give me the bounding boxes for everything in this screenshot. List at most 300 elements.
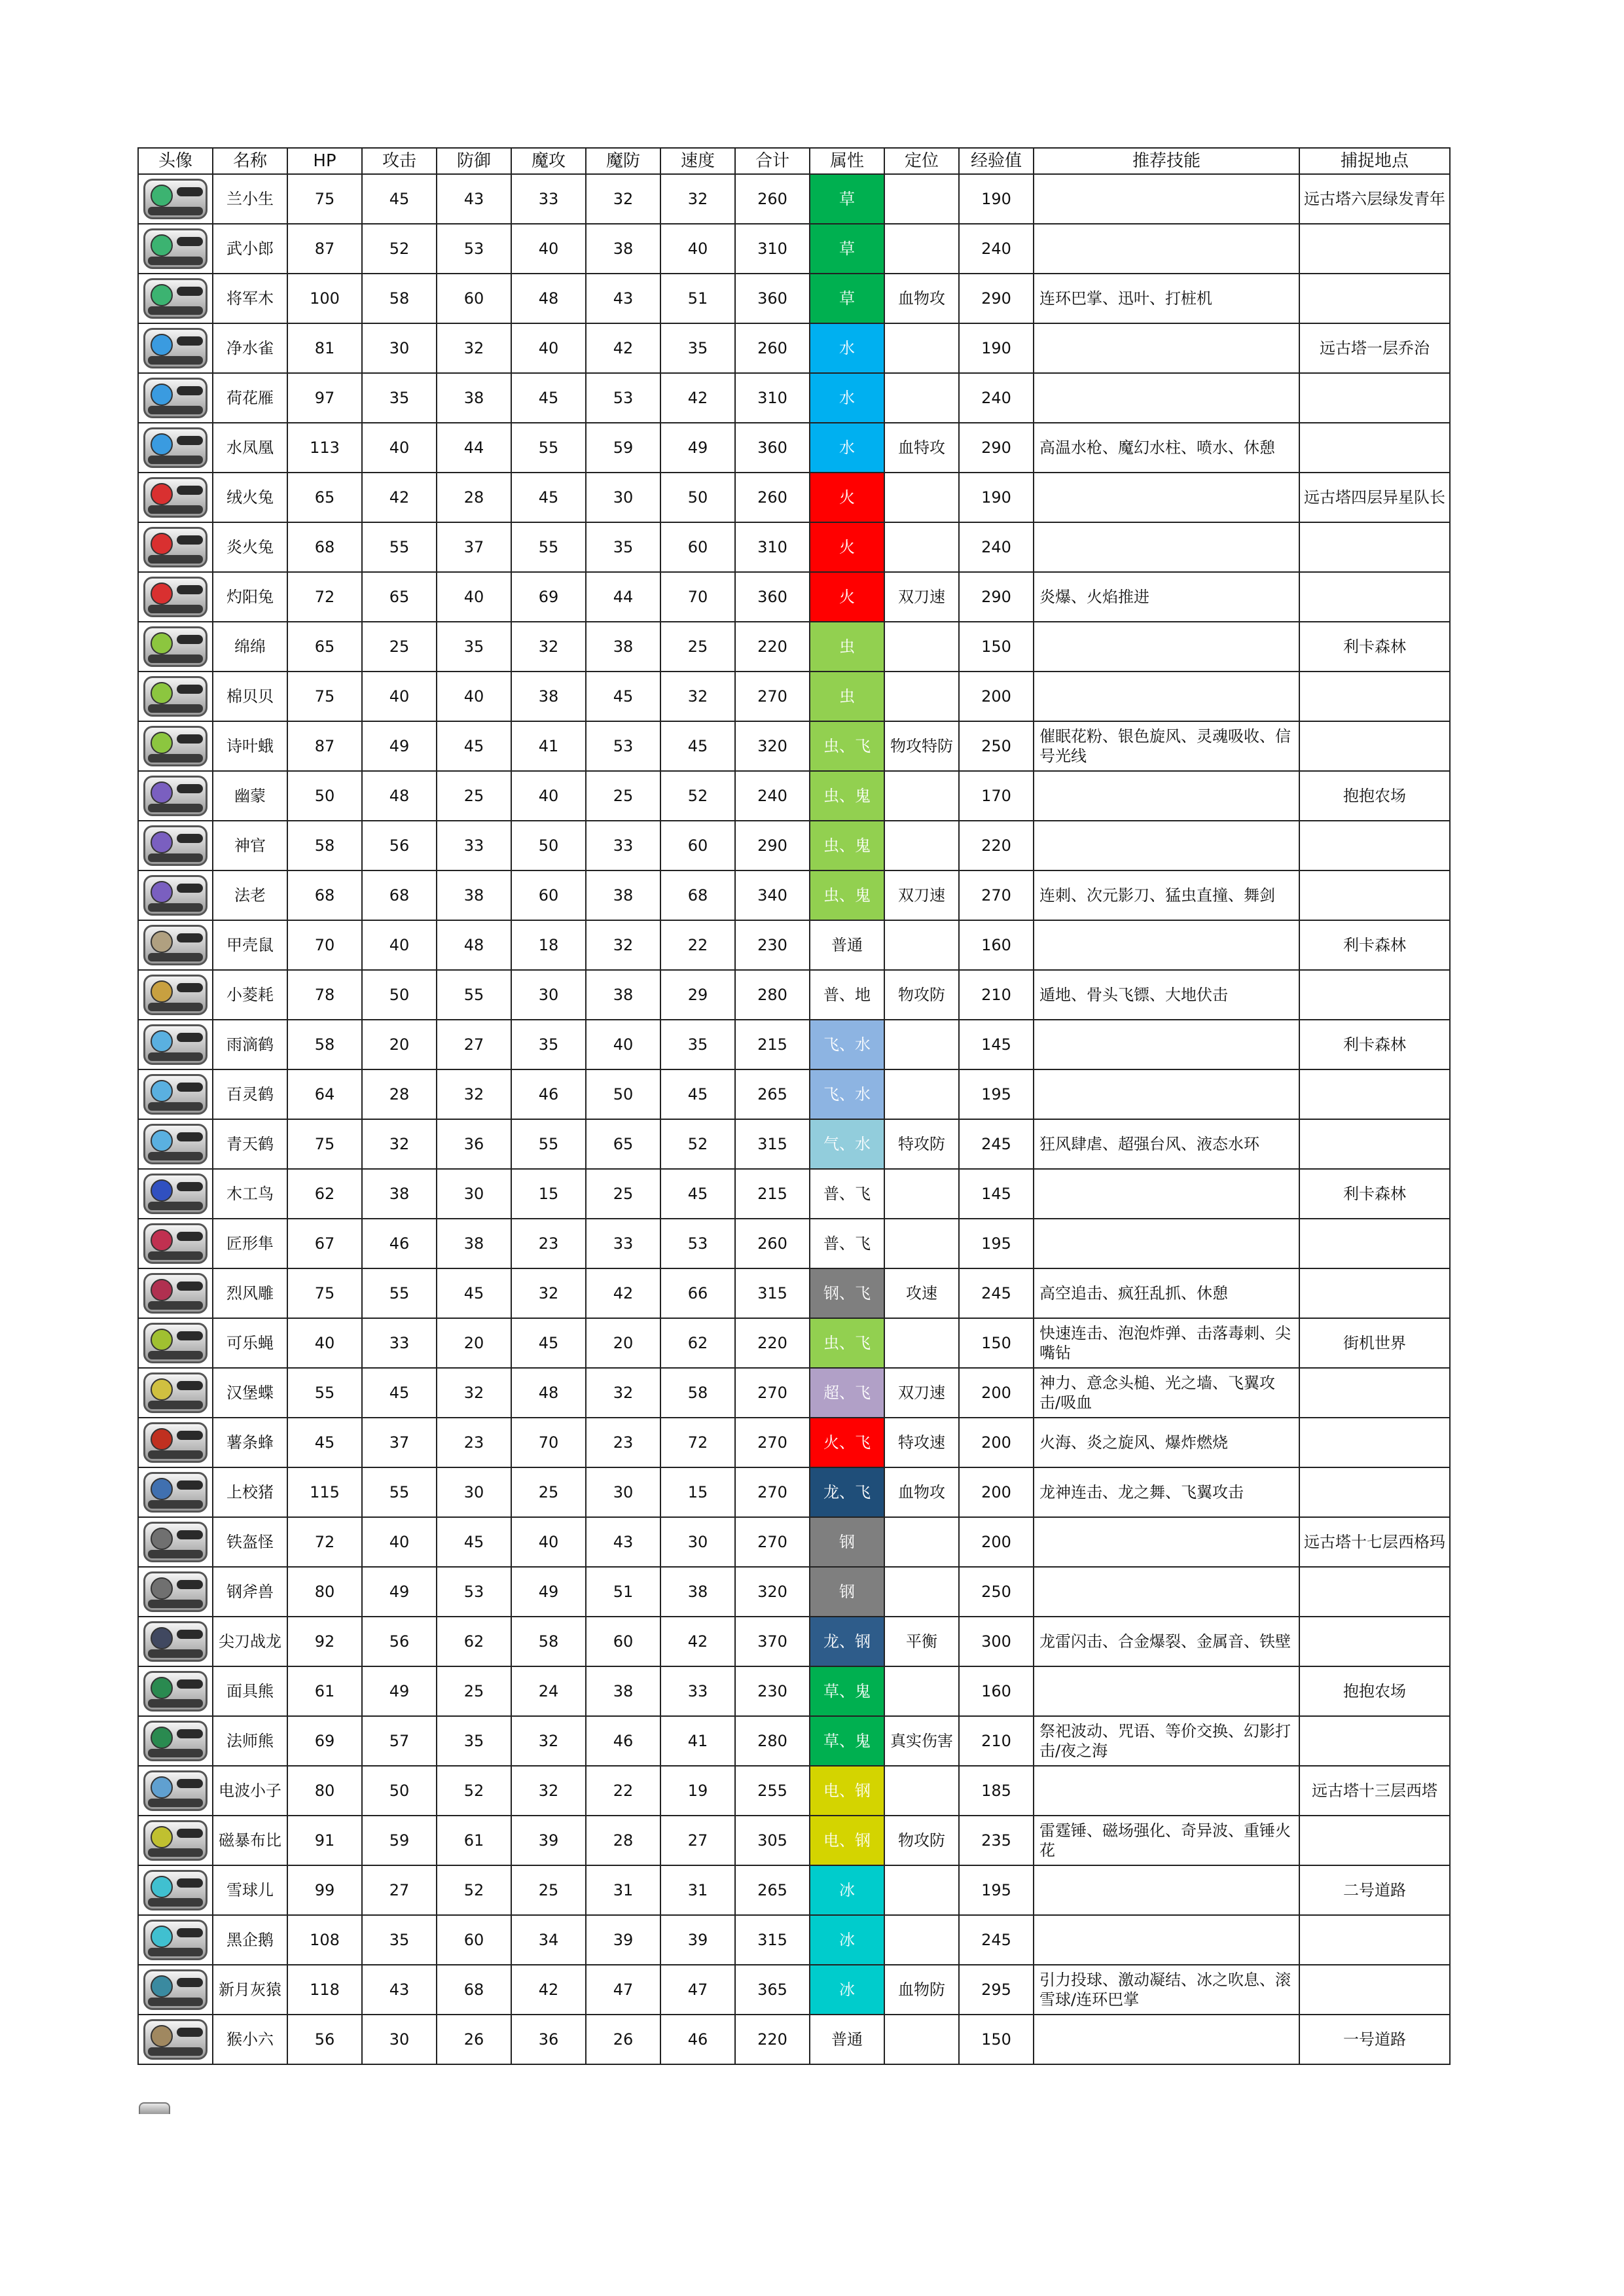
skills-cell: 祭祀波动、咒语、等价交换、幻影打击/夜之海 xyxy=(1034,1716,1299,1766)
magic-attack-cell: 23 xyxy=(511,1219,586,1268)
total-cell: 230 xyxy=(735,1666,810,1716)
exp-cell: 290 xyxy=(959,423,1034,473)
pet-avatar-icon xyxy=(143,527,208,567)
defense-cell: 38 xyxy=(437,1219,511,1268)
table-row xyxy=(138,1020,1450,1069)
avatar-cell xyxy=(138,1418,213,1467)
name-tag-icon xyxy=(148,1301,203,1310)
total-cell: 255 xyxy=(735,1766,810,1816)
role-cell xyxy=(884,1517,959,1567)
pet-avatar-icon xyxy=(143,1920,208,1960)
type-cell: 冰 xyxy=(810,1965,884,2015)
attack-cell: 37 xyxy=(362,1418,437,1467)
attack-cell: 49 xyxy=(362,1666,437,1716)
type-cell: 火 xyxy=(810,473,884,522)
name-tag-icon xyxy=(148,306,203,315)
role-cell: 特攻防 xyxy=(884,1119,959,1169)
skills-cell xyxy=(1034,1219,1299,1268)
name-tag-icon xyxy=(148,456,203,464)
role-cell xyxy=(884,622,959,672)
magic-attack-cell: 32 xyxy=(511,1766,586,1816)
exp-cell: 295 xyxy=(959,1965,1034,2015)
table-row xyxy=(138,423,1450,473)
type-cell: 普通 xyxy=(810,920,884,970)
hp-cell: 87 xyxy=(287,721,362,771)
pet-face-icon xyxy=(151,1080,173,1102)
avatar-cell xyxy=(138,274,213,323)
role-cell xyxy=(884,1567,959,1617)
hp-cell: 80 xyxy=(287,1766,362,1816)
pet-avatar-icon xyxy=(143,1969,208,2010)
rank-stars-icon xyxy=(177,1431,203,1440)
total-cell: 365 xyxy=(735,1965,810,2015)
name-tag-icon xyxy=(148,605,203,613)
table-row xyxy=(138,1965,1450,2015)
pet-avatar-icon xyxy=(143,577,208,617)
magic-attack-cell: 45 xyxy=(511,1318,586,1368)
exp-cell: 220 xyxy=(959,821,1034,870)
type-cell: 钢 xyxy=(810,1567,884,1617)
avatar-cell xyxy=(138,1716,213,1766)
rank-stars-icon xyxy=(177,187,203,196)
magic-attack-cell: 41 xyxy=(511,721,586,771)
speed-cell: 19 xyxy=(660,1766,735,1816)
location-cell: 远古塔四层异星队长 xyxy=(1299,473,1450,522)
exp-cell: 235 xyxy=(959,1816,1034,1865)
exp-cell: 145 xyxy=(959,1020,1034,1069)
location-cell xyxy=(1299,1567,1450,1617)
column-header: 捕捉地点 xyxy=(1299,148,1450,174)
table-row xyxy=(138,1467,1450,1517)
magic-attack-cell: 30 xyxy=(511,970,586,1020)
location-cell xyxy=(1299,1219,1450,1268)
name-tag-icon xyxy=(148,853,203,862)
magic-attack-cell: 18 xyxy=(511,920,586,970)
exp-cell: 210 xyxy=(959,970,1034,1020)
pet-name-cell: 神官 xyxy=(213,821,287,870)
speed-cell: 27 xyxy=(660,1816,735,1865)
hp-cell: 78 xyxy=(287,970,362,1020)
rank-stars-icon xyxy=(177,983,203,992)
skills-cell xyxy=(1034,1766,1299,1816)
pet-name-cell: 尖刀战龙 xyxy=(213,1617,287,1666)
skills-cell: 催眠花粉、银色旋风、灵魂吸收、信号光线 xyxy=(1034,721,1299,771)
attack-cell: 20 xyxy=(362,1020,437,1069)
location-cell xyxy=(1299,1418,1450,1467)
avatar-cell xyxy=(138,1816,213,1865)
role-cell: 物攻防 xyxy=(884,1816,959,1865)
table-row xyxy=(138,1268,1450,1318)
exp-cell: 210 xyxy=(959,1716,1034,1766)
role-cell xyxy=(884,473,959,522)
name-tag-icon xyxy=(148,1898,203,1907)
speed-cell: 53 xyxy=(660,1219,735,1268)
skills-cell: 连刺、次元影刀、猛虫直撞、舞剑 xyxy=(1034,870,1299,920)
defense-cell: 30 xyxy=(437,1169,511,1219)
pet-face-icon xyxy=(151,2025,173,2047)
name-tag-icon xyxy=(148,1152,203,1160)
pet-name-cell: 铁盔怪 xyxy=(213,1517,287,1567)
exp-cell: 160 xyxy=(959,1666,1034,1716)
type-cell: 草 xyxy=(810,224,884,274)
column-header: 防御 xyxy=(437,148,511,174)
defense-cell: 45 xyxy=(437,721,511,771)
speed-cell: 15 xyxy=(660,1467,735,1517)
role-cell xyxy=(884,1169,959,1219)
role-cell: 双刀速 xyxy=(884,870,959,920)
role-cell xyxy=(884,2015,959,2064)
name-tag-icon xyxy=(148,903,203,912)
name-tag-icon xyxy=(148,406,203,414)
exp-cell: 200 xyxy=(959,1418,1034,1467)
skills-cell xyxy=(1034,373,1299,423)
skills-cell xyxy=(1034,622,1299,672)
hp-cell: 72 xyxy=(287,572,362,622)
attack-cell: 55 xyxy=(362,1467,437,1517)
type-cell: 虫、鬼 xyxy=(810,821,884,870)
pet-avatar-icon xyxy=(143,1721,208,1761)
speed-cell: 40 xyxy=(660,224,735,274)
type-cell: 冰 xyxy=(810,1865,884,1915)
pet-face-icon xyxy=(151,1577,173,1600)
name-tag-icon xyxy=(148,1251,203,1260)
name-tag-icon xyxy=(148,1202,203,1210)
speed-cell: 42 xyxy=(660,1617,735,1666)
attack-cell: 46 xyxy=(362,1219,437,1268)
skills-cell: 狂风肆虐、超强台风、液态水环 xyxy=(1034,1119,1299,1169)
defense-cell: 26 xyxy=(437,2015,511,2064)
magic-attack-cell: 48 xyxy=(511,274,586,323)
type-cell: 龙、钢 xyxy=(810,1617,884,1666)
skills-cell xyxy=(1034,1666,1299,1716)
name-tag-icon xyxy=(148,1600,203,1608)
pet-face-icon xyxy=(151,1826,173,1848)
skills-cell: 高空追击、疯狂乱抓、休憩 xyxy=(1034,1268,1299,1318)
pet-face-icon xyxy=(151,732,173,754)
skills-cell: 遁地、骨头飞镖、大地伏击 xyxy=(1034,970,1299,1020)
speed-cell: 35 xyxy=(660,1020,735,1069)
magic-attack-cell: 40 xyxy=(511,224,586,274)
attack-cell: 40 xyxy=(362,920,437,970)
avatar-cell xyxy=(138,672,213,721)
type-cell: 飞、水 xyxy=(810,1020,884,1069)
location-cell xyxy=(1299,1368,1450,1418)
pet-face-icon xyxy=(151,1030,173,1052)
avatar-cell xyxy=(138,1617,213,1666)
location-cell: 利卡森林 xyxy=(1299,920,1450,970)
location-cell: 利卡森林 xyxy=(1299,1169,1450,1219)
speed-cell: 66 xyxy=(660,1268,735,1318)
skills-cell: 炎爆、火焰推进 xyxy=(1034,572,1299,622)
pet-face-icon xyxy=(151,1677,173,1699)
pet-face-icon xyxy=(151,1378,173,1401)
skills-cell xyxy=(1034,1865,1299,1915)
speed-cell: 58 xyxy=(660,1368,735,1418)
attack-cell: 56 xyxy=(362,1617,437,1666)
defense-cell: 25 xyxy=(437,771,511,821)
speed-cell: 72 xyxy=(660,1418,735,1467)
hp-cell: 75 xyxy=(287,174,362,224)
pet-avatar-icon xyxy=(143,2019,208,2060)
table-row xyxy=(138,224,1450,274)
exp-cell: 150 xyxy=(959,622,1034,672)
exp-cell: 290 xyxy=(959,274,1034,323)
location-cell xyxy=(1299,821,1450,870)
magic-defense-cell: 30 xyxy=(586,1467,660,1517)
role-cell xyxy=(884,323,959,373)
attack-cell: 35 xyxy=(362,1915,437,1965)
total-cell: 315 xyxy=(735,1119,810,1169)
location-cell xyxy=(1299,274,1450,323)
defense-cell: 38 xyxy=(437,373,511,423)
avatar-cell xyxy=(138,1965,213,2015)
pet-name-cell: 法师熊 xyxy=(213,1716,287,1766)
table-row xyxy=(138,373,1450,423)
hp-cell: 70 xyxy=(287,920,362,970)
magic-defense-cell: 30 xyxy=(586,473,660,522)
table-row xyxy=(138,323,1450,373)
pet-name-cell: 甲壳鼠 xyxy=(213,920,287,970)
avatar-cell xyxy=(138,323,213,373)
table-row xyxy=(138,1368,1450,1418)
rank-stars-icon xyxy=(177,1829,203,1838)
total-cell: 270 xyxy=(735,1418,810,1467)
name-tag-icon xyxy=(148,1749,203,1757)
role-cell xyxy=(884,1020,959,1069)
speed-cell: 45 xyxy=(660,721,735,771)
defense-cell: 20 xyxy=(437,1318,511,1368)
pet-face-icon xyxy=(151,831,173,853)
pet-name-cell: 小菱耗 xyxy=(213,970,287,1020)
exp-cell: 290 xyxy=(959,572,1034,622)
pet-avatar-icon xyxy=(143,1870,208,1910)
location-cell xyxy=(1299,373,1450,423)
table-row xyxy=(138,1318,1450,1368)
magic-attack-cell: 36 xyxy=(511,2015,586,2064)
column-header: 魔防 xyxy=(586,148,660,174)
speed-cell: 52 xyxy=(660,1119,735,1169)
avatar-cell xyxy=(138,1368,213,1418)
exp-cell: 145 xyxy=(959,1169,1034,1219)
speed-cell: 51 xyxy=(660,274,735,323)
table-row xyxy=(138,1069,1450,1119)
type-cell: 钢、飞 xyxy=(810,1268,884,1318)
avatar-cell xyxy=(138,522,213,572)
magic-defense-cell: 38 xyxy=(586,970,660,1020)
exp-cell: 240 xyxy=(959,224,1034,274)
magic-defense-cell: 51 xyxy=(586,1567,660,1617)
defense-cell: 40 xyxy=(437,672,511,721)
magic-attack-cell: 60 xyxy=(511,870,586,920)
magic-attack-cell: 40 xyxy=(511,771,586,821)
hp-cell: 100 xyxy=(287,274,362,323)
pet-name-cell: 武小郎 xyxy=(213,224,287,274)
total-cell: 220 xyxy=(735,622,810,672)
magic-defense-cell: 20 xyxy=(586,1318,660,1368)
table-row xyxy=(138,1617,1450,1666)
role-cell xyxy=(884,821,959,870)
rank-stars-icon xyxy=(177,1182,203,1191)
rank-stars-icon xyxy=(177,585,203,594)
name-tag-icon xyxy=(148,207,203,215)
exp-cell: 245 xyxy=(959,1268,1034,1318)
pet-avatar-icon xyxy=(143,1571,208,1612)
rank-stars-icon xyxy=(177,237,203,246)
rank-stars-icon xyxy=(177,1630,203,1639)
magic-attack-cell: 40 xyxy=(511,323,586,373)
total-cell: 290 xyxy=(735,821,810,870)
exp-cell: 195 xyxy=(959,1219,1034,1268)
hp-cell: 75 xyxy=(287,1268,362,1318)
pet-avatar-icon xyxy=(143,1372,208,1413)
type-cell: 钢 xyxy=(810,1517,884,1567)
skills-cell xyxy=(1034,1915,1299,1965)
location-cell: 二号道路 xyxy=(1299,1865,1450,1915)
avatar-cell xyxy=(138,1119,213,1169)
defense-cell: 61 xyxy=(437,1816,511,1865)
magic-attack-cell: 70 xyxy=(511,1418,586,1467)
pet-name-cell: 灼阳兔 xyxy=(213,572,287,622)
name-tag-icon xyxy=(148,1699,203,1708)
rank-stars-icon xyxy=(177,1132,203,1141)
attack-cell: 40 xyxy=(362,1517,437,1567)
speed-cell: 45 xyxy=(660,1169,735,1219)
skills-cell xyxy=(1034,1069,1299,1119)
attack-cell: 68 xyxy=(362,870,437,920)
type-cell: 虫、飞 xyxy=(810,1318,884,1368)
defense-cell: 35 xyxy=(437,1716,511,1766)
defense-cell: 45 xyxy=(437,1517,511,1567)
type-cell: 草、鬼 xyxy=(810,1716,884,1766)
pet-face-icon xyxy=(151,881,173,903)
avatar-cell xyxy=(138,423,213,473)
table-row xyxy=(138,970,1450,1020)
exp-cell: 240 xyxy=(959,522,1034,572)
pet-name-cell: 磁暴布比 xyxy=(213,1816,287,1865)
total-cell: 340 xyxy=(735,870,810,920)
speed-cell: 60 xyxy=(660,821,735,870)
magic-defense-cell: 47 xyxy=(586,1965,660,2015)
pet-face-icon xyxy=(151,1428,173,1450)
magic-attack-cell: 58 xyxy=(511,1617,586,1666)
name-tag-icon xyxy=(148,1003,203,1011)
pet-avatar-icon xyxy=(143,1820,208,1861)
pet-name-cell: 电波小子 xyxy=(213,1766,287,1816)
attack-cell: 25 xyxy=(362,622,437,672)
pet-face-icon xyxy=(151,1478,173,1500)
location-cell xyxy=(1299,1816,1450,1865)
location-cell xyxy=(1299,870,1450,920)
hp-cell: 91 xyxy=(287,1816,362,1865)
hp-cell: 68 xyxy=(287,522,362,572)
pet-face-icon xyxy=(151,533,173,555)
attack-cell: 43 xyxy=(362,1965,437,2015)
magic-defense-cell: 40 xyxy=(586,1020,660,1069)
hp-cell: 58 xyxy=(287,821,362,870)
column-header: 名称 xyxy=(213,148,287,174)
speed-cell: 46 xyxy=(660,2015,735,2064)
location-cell xyxy=(1299,970,1450,1020)
table-row xyxy=(138,572,1450,622)
skills-cell: 神力、意念头槌、光之墙、飞翼攻击/吸血 xyxy=(1034,1368,1299,1418)
pet-avatar-icon xyxy=(143,1273,208,1314)
pet-face-icon xyxy=(151,1528,173,1550)
magic-defense-cell: 32 xyxy=(586,920,660,970)
avatar-cell xyxy=(138,771,213,821)
hp-cell: 87 xyxy=(287,224,362,274)
table-row xyxy=(138,174,1450,224)
magic-attack-cell: 55 xyxy=(511,522,586,572)
rank-stars-icon xyxy=(177,1729,203,1738)
rank-stars-icon xyxy=(177,336,203,346)
pet-name-cell: 幽蒙 xyxy=(213,771,287,821)
pet-name-cell: 炎火兔 xyxy=(213,522,287,572)
name-tag-icon xyxy=(148,1401,203,1409)
magic-attack-cell: 40 xyxy=(511,1517,586,1567)
pet-face-icon xyxy=(151,334,173,356)
pet-name-cell: 新月灰猿 xyxy=(213,1965,287,2015)
avatar-cell xyxy=(138,473,213,522)
name-tag-icon xyxy=(148,754,203,762)
pet-name-cell: 将军木 xyxy=(213,274,287,323)
rank-stars-icon xyxy=(177,1679,203,1689)
table-row xyxy=(138,2015,1450,2064)
type-cell: 草 xyxy=(810,174,884,224)
pet-avatar-icon xyxy=(143,427,208,468)
magic-attack-cell: 69 xyxy=(511,572,586,622)
avatar-cell xyxy=(138,920,213,970)
attack-cell: 35 xyxy=(362,373,437,423)
pet-avatar-icon xyxy=(143,776,208,816)
rank-stars-icon xyxy=(177,1878,203,1888)
magic-defense-cell: 42 xyxy=(586,323,660,373)
pet-avatar-icon xyxy=(143,1522,208,1562)
attack-cell: 28 xyxy=(362,1069,437,1119)
total-cell: 270 xyxy=(735,1517,810,1567)
role-cell xyxy=(884,1766,959,1816)
hp-cell: 75 xyxy=(287,672,362,721)
avatar-cell xyxy=(138,870,213,920)
name-tag-icon xyxy=(148,1500,203,1509)
pet-face-icon xyxy=(151,433,173,456)
pet-avatar-icon xyxy=(143,875,208,916)
attack-cell: 30 xyxy=(362,323,437,373)
speed-cell: 60 xyxy=(660,522,735,572)
name-tag-icon xyxy=(148,356,203,365)
skills-cell xyxy=(1034,920,1299,970)
pet-avatar-icon xyxy=(143,726,208,766)
name-tag-icon xyxy=(148,555,203,564)
header-row xyxy=(138,148,1450,174)
hp-cell: 64 xyxy=(287,1069,362,1119)
type-cell: 普、飞 xyxy=(810,1169,884,1219)
hp-cell: 113 xyxy=(287,423,362,473)
type-cell: 电、钢 xyxy=(810,1766,884,1816)
pet-avatar-icon xyxy=(143,1621,208,1662)
column-header: 推荐技能 xyxy=(1034,148,1299,174)
pet-name-cell: 钢斧兽 xyxy=(213,1567,287,1617)
hp-cell: 72 xyxy=(287,1517,362,1567)
role-cell: 攻速 xyxy=(884,1268,959,1318)
name-tag-icon xyxy=(148,1649,203,1658)
role-cell: 血物防 xyxy=(884,1965,959,2015)
avatar-cell xyxy=(138,1219,213,1268)
exp-cell: 200 xyxy=(959,1368,1034,1418)
location-cell: 利卡森林 xyxy=(1299,1020,1450,1069)
defense-cell: 48 xyxy=(437,920,511,970)
role-cell: 双刀速 xyxy=(884,572,959,622)
role-cell xyxy=(884,672,959,721)
